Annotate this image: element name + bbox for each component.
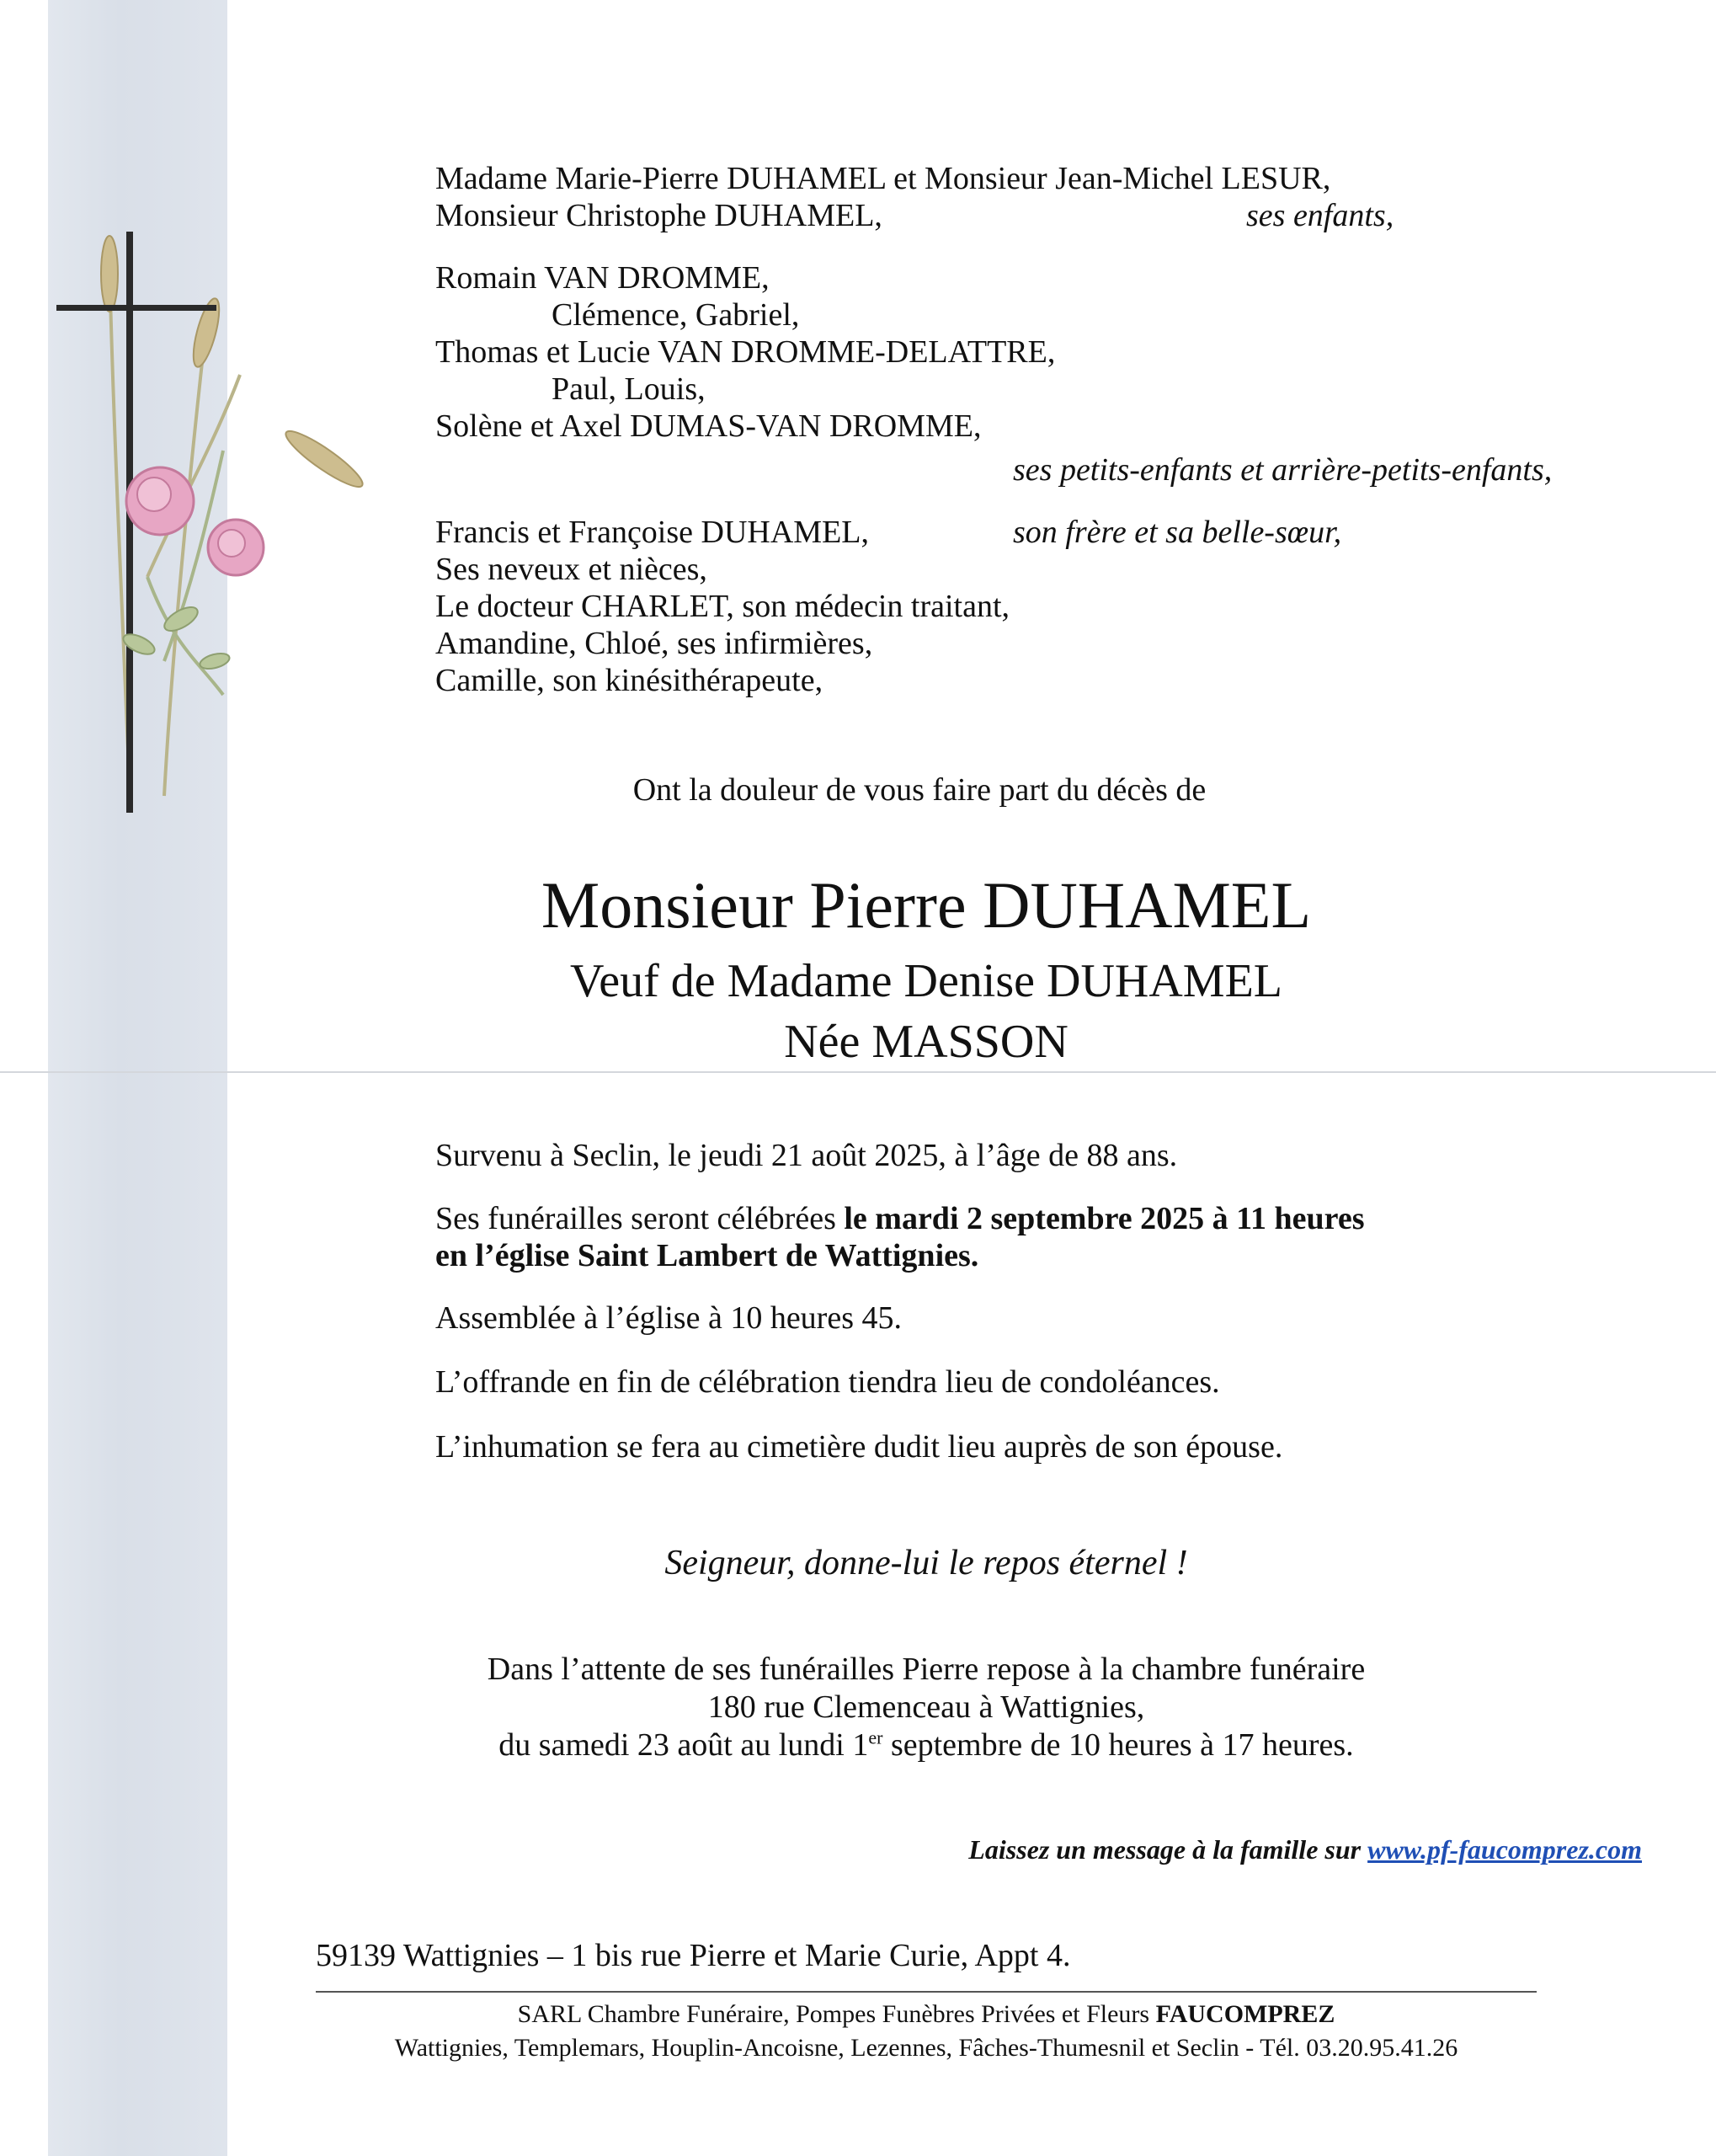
fold-line (0, 1071, 1716, 1073)
footer-line-1 (316, 1999, 1537, 2030)
viewing-line-2: 180 rue Clemenceau à Wattignies, (707, 1689, 1145, 1725)
wheat-ears (101, 236, 366, 494)
message-line (968, 1831, 1642, 1868)
viewing-line-1: Dans l’attente de ses funérailles Pierre repose à la chambre funéraire (487, 1652, 1366, 1687)
footer-company: SARL Chambre Funéraire, Pompes Funèbres Privées et Fleurs (517, 2000, 1156, 2028)
widower-line: Veuf de Madame Denise DUHAMEL (570, 955, 1282, 1007)
footer-divider (316, 1991, 1537, 1993)
funeral-prefix: Ses funérailles seront célébrées (435, 1201, 845, 1236)
death-info: Survenu à Seclin, le jeudi 21 août 2025, à l’âge de 88 ans. (435, 1138, 1178, 1173)
viewing-line-3 (253, 1726, 1600, 1764)
burial-note: L’inhumation se fera au cimetière dudit lieu auprès de son épouse. (435, 1429, 1283, 1465)
physiotherapist: Camille, son kinésithérapeute, (435, 663, 823, 698)
prayer: Seigneur, donne-lui le repos éternel ! (664, 1544, 1188, 1582)
funeral-date: le mardi 2 septembre 2025 à 11 heures (844, 1201, 1365, 1236)
children-line-2: Monsieur Christophe DUHAMEL, (435, 198, 882, 233)
website-link[interactable]: www.pf-faucomprez.com (1367, 1834, 1642, 1865)
message-text: Laissez un message à la famille sur (968, 1834, 1368, 1865)
nurses: Amandine, Chloé, ses infirmières, (435, 626, 873, 661)
sibling-role: son frère et sa belle-sœur, (1013, 515, 1342, 550)
viewing-dates-b: septembre de 10 heures à 17 heures. (882, 1727, 1354, 1763)
children-role: ses enfants, (1246, 198, 1394, 233)
grandchild-1-kids: Clémence, Gabriel, (552, 297, 800, 333)
offering-note: L’offrande en fin de célébration tiendra lieu de condoléances. (435, 1364, 1220, 1400)
announcement: Ont la douleur de vous faire part du décès de (632, 772, 1207, 808)
doctor: Le docteur CHARLET, son médecin traitant, (435, 589, 1010, 624)
footer-brand: FAUCOMPREZ (1155, 2000, 1335, 2028)
assembly-time: Assemblée à l’église à 10 heures 45. (435, 1300, 902, 1336)
nephews: Ses neveux et nièces, (435, 552, 707, 587)
funeral-line-1 (435, 1200, 1365, 1237)
grandchild-2-kids: Paul, Louis, (552, 371, 706, 407)
grandchild-1: Romain VAN DROMME, (435, 260, 770, 296)
deceased-name: Monsieur Pierre DUHAMEL (541, 868, 1312, 942)
children-line-1: Madame Marie-Pierre DUHAMEL et Monsieur Jean-Michel LESUR, (435, 161, 1331, 196)
grandchild-3: Solène et Axel DUMAS-VAN DROMME, (435, 408, 982, 444)
funeral-place: en l’église Saint Lambert de Wattignies. (435, 1238, 979, 1273)
footer-line-2: Wattignies, Templemars, Houplin-Ancoisne, Lezennes, Fâches-Thumesnil et Seclin - Tél. 03.20.95.41.26 (394, 2034, 1458, 2062)
grandchildren-role: ses petits-enfants et arrière-petits-enfants, (1013, 452, 1553, 488)
rose-flowers (126, 467, 264, 575)
grandchild-2: Thomas et Lucie VAN DROMME-DELATTRE, (435, 334, 1056, 370)
sibling: Francis et Françoise DUHAMEL, (435, 515, 870, 550)
ordinal-superscript: er (868, 1726, 883, 1748)
home-address: 59139 Wattignies – 1 bis rue Pierre et Marie Curie, Appt 4. (316, 1938, 1071, 1973)
cross-with-roses-illustration (46, 223, 366, 821)
viewing-dates-a: du samedi 23 août au lundi 1 (498, 1727, 869, 1763)
maiden-name: Née MASSON (784, 1016, 1069, 1068)
